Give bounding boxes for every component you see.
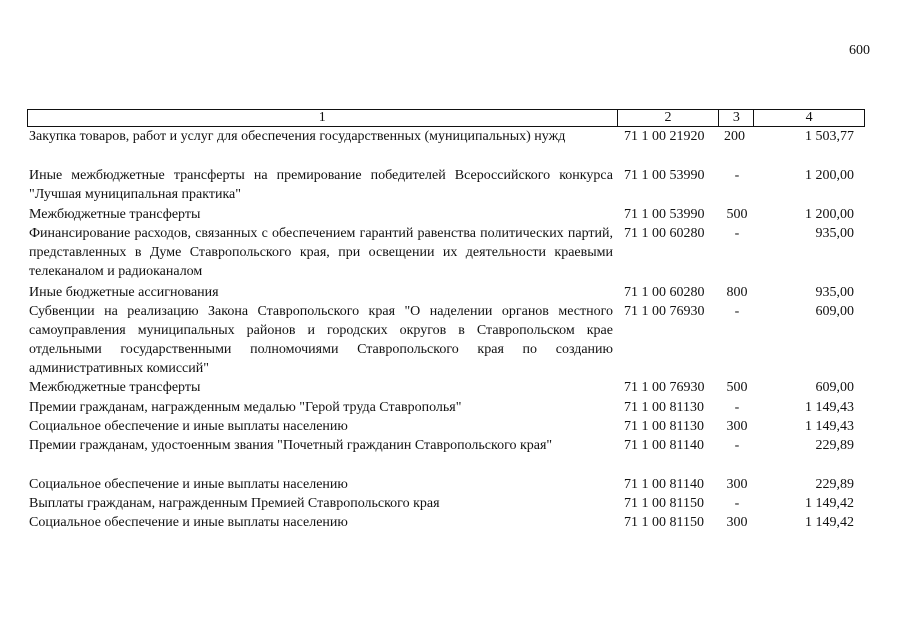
row-description: Межбюджетные трансферты <box>29 380 201 395</box>
row-expense-kind: 500 <box>726 207 748 222</box>
row-target-code: 71 1 00 81140 <box>624 477 704 492</box>
row-description: Межбюджетные трансферты <box>29 207 201 222</box>
row-amount: 935,00 <box>815 226 854 241</box>
row-amount: 1 149,43 <box>805 419 854 434</box>
row-amount: 609,00 <box>815 304 854 319</box>
row-amount: 229,89 <box>815 477 854 492</box>
row-expense-kind: 300 <box>726 477 748 492</box>
row-expense-kind: - <box>734 226 740 241</box>
row-target-code: 71 1 00 53990 <box>624 168 705 183</box>
row-description: Иные бюджетные ассигнования <box>29 285 219 300</box>
header-col-4: 4 <box>753 110 864 126</box>
row-amount: 935,00 <box>815 285 854 300</box>
row-target-code: 71 1 00 81140 <box>624 438 704 453</box>
row-description: Премии гражданам, награжденным медалью "Герой труда Ставрополья" <box>29 400 462 415</box>
row-expense-kind: 200 <box>724 129 745 144</box>
header-col-3: 3 <box>718 110 753 126</box>
row-target-code: 71 1 00 60280 <box>624 226 705 241</box>
row-amount: 229,89 <box>815 438 854 453</box>
row-description: Иные межбюджетные трансферты на премирование победителей Всероссийского конкурса "Лучшая муниципальная практика" <box>29 168 613 202</box>
row-description: Закупка товаров, работ и услуг для обеспечения государственных (муниципальных) нужд <box>29 129 566 144</box>
row-expense-kind: 500 <box>726 380 748 395</box>
header-col-2: 2 <box>617 110 719 126</box>
row-amount: 609,00 <box>815 380 854 395</box>
row-amount: 1 200,00 <box>805 168 854 183</box>
row-target-code: 71 1 00 76930 <box>624 380 705 395</box>
row-expense-kind: - <box>734 496 740 511</box>
row-description: Премии гражданам, удостоенным звания "Почетный гражданин Ставропольского края" <box>29 438 553 453</box>
row-expense-kind: - <box>734 168 740 183</box>
row-amount: 1 149,42 <box>805 515 854 530</box>
row-target-code: 71 1 00 81130 <box>624 419 704 434</box>
row-target-code: 71 1 00 76930 <box>624 304 705 319</box>
row-target-code: 71 1 00 60280 <box>624 285 705 300</box>
row-target-code: 71 1 00 81150 <box>624 496 704 511</box>
row-expense-kind: - <box>734 438 740 453</box>
row-description: Субвенции на реализацию Закона Ставропольского края "О наделении органов местного самоуправления муниципальных районов и городских округов в Ставропольском крае отдельными государственными полномочиями Ставропольского края по созданию административных комиссий" <box>29 304 613 376</box>
row-amount: 1 149,43 <box>805 400 854 415</box>
row-description: Социальное обеспечение и иные выплаты населению <box>29 419 348 434</box>
row-description: Выплаты гражданам, награжденным Премией Ставропольского края <box>29 496 440 511</box>
row-amount: 1 149,42 <box>805 496 854 511</box>
row-amount: 1 503,77 <box>805 129 854 144</box>
row-expense-kind: - <box>734 400 740 415</box>
row-expense-kind: 800 <box>726 285 748 300</box>
page-number: 600 <box>849 43 870 58</box>
row-description: Социальное обеспечение и иные выплаты населению <box>29 477 348 492</box>
row-target-code: 71 1 00 21920 <box>624 129 705 144</box>
row-expense-kind: - <box>734 304 740 319</box>
row-target-code: 71 1 00 81150 <box>624 515 704 530</box>
row-description: Финансирование расходов, связанных с обеспечением гарантий равенства политических партий, представленных в Думе Ставропольского края, при освещении их деятельности краевыми телеканалом и радиоканалом <box>29 226 613 279</box>
row-target-code: 71 1 00 81130 <box>624 400 704 415</box>
row-expense-kind: 300 <box>726 419 748 434</box>
row-amount: 1 200,00 <box>805 207 854 222</box>
row-target-code: 71 1 00 53990 <box>624 207 705 222</box>
row-description: Социальное обеспечение и иные выплаты населению <box>29 515 348 530</box>
header-col-1: 1 <box>318 110 326 125</box>
row-expense-kind: 300 <box>726 515 748 530</box>
